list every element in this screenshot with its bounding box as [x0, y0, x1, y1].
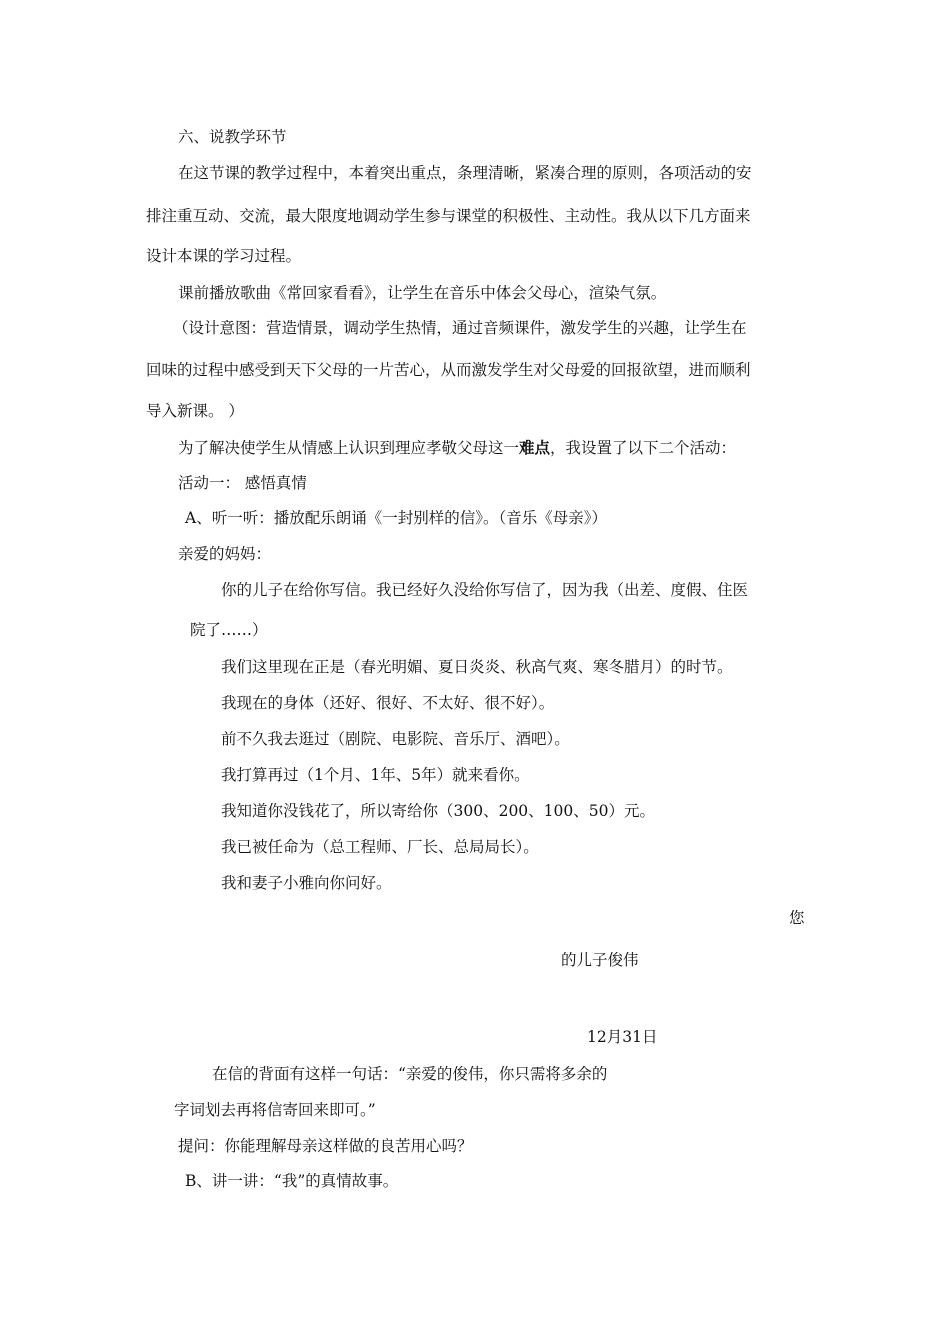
difficulty-text-before: 为了解决使学生从情感上认识到理应孝敬父母这一	[178, 439, 520, 457]
letter-sentence-3: 前不久我去逛过（剧院、电影院、音乐厅、酒吧）。	[221, 730, 570, 748]
letter-sentence-4: 我打算再过（1个月、1年、5年）就来看你。	[221, 766, 530, 784]
part-a-heading: A、听一听：播放配乐朗诵《一封别样的信》。（音乐《母亲》）	[185, 509, 607, 527]
letter-paragraph-line-1: 你的儿子在给你写信。我已经好久没给你写信了，因为我（出差、度假、住医	[221, 581, 749, 599]
design-intent-line-2: 回味的过程中感受到天下父母的一片苦心，从而激发学生对父母爱的回报欲望，进而顺利	[146, 361, 751, 379]
intro-line-2: 排注重互动、交流，最大限度地调动学生参与课堂的积极性、主动性。我从以下几方面来	[146, 207, 751, 225]
letter-sentence-1: 我们这里现在正是（春光明媚、夏日炎炎、秋高气爽、寒冬腊月）的时节。	[221, 658, 733, 676]
back-note-line-2: 字词划去再将信寄回来即可。”	[174, 1101, 376, 1119]
back-note-line-1: 在信的背面有这样一句话：“亲爱的俊伟，你只需将多余的	[212, 1065, 608, 1083]
difficulty-text-after: ，我设置了以下二个活动：	[550, 439, 737, 457]
letter-signature-line-2: 的儿子俊伟	[561, 951, 639, 969]
letter-paragraph-line-2: 院了……）	[190, 621, 268, 639]
letter-greeting: 亲爱的妈妈：	[178, 545, 272, 563]
letter-sentence-6: 我已被任命为（总工程师、厂长、总局局长）。	[221, 838, 539, 856]
activity-one-heading: 活动一： 感悟真情	[178, 474, 307, 492]
section-heading: 六、说教学环节	[178, 128, 287, 146]
design-intent-line-3: 导入新课。 ）	[146, 402, 244, 420]
pre-class-paragraph: 课前播放歌曲《常回家看看》，让学生在音乐中体会父母心，渲染气氛。	[178, 284, 667, 302]
design-intent-line-1: （设计意图：营造情景，调动学生热情，通过音频课件，激发学生的兴趣，让学生在	[173, 319, 747, 337]
letter-date: 12月31日	[587, 1028, 658, 1046]
difficulty-emphasis: 难点	[519, 438, 551, 457]
letter-signature-line-1: 您	[789, 909, 805, 927]
letter-sentence-7: 我和妻子小雅向你问好。	[221, 874, 392, 892]
intro-line-3: 设计本课的学习过程。	[146, 247, 302, 265]
letter-sentence-5: 我知道你没钱花了，所以寄给你（300、200、100、50）元。	[221, 802, 655, 820]
letter-sentence-2: 我现在的身体（还好、很好、不太好、很不好）。	[221, 694, 555, 712]
question-line: 提问：你能理解母亲这样做的良苦用心吗？	[178, 1137, 473, 1155]
difficulty-paragraph	[178, 438, 736, 458]
intro-line-1: 在这节课的教学过程中，本着突出重点，条理清晰，紧凑合理的原则，各项活动的安	[178, 164, 752, 182]
part-b-heading: B、讲一讲：“我”的真情故事。	[185, 1172, 399, 1190]
